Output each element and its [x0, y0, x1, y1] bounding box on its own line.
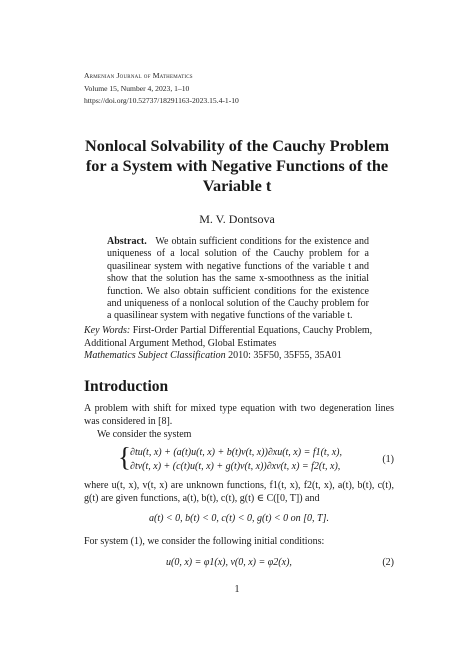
abstract-text: We obtain sufficient conditions for the existence and uniqueness of a local solution of the Cauchy problem for a quasilinear system with negative functions of the variable t and show that the solution has the same x-smoothness as the initial function. We also obtain sufficient conditions for the existence and uniqueness of a nonlocal solution of the Cauchy problem for a quasilinear system with negative functions of the variable t. [107, 236, 369, 322]
system-line-1: ∂tu(t, x) + (a(t)u(t, x) + b(t)v(t, x))∂xu(t, x) = f1(t, x), [130, 447, 342, 458]
abstract [107, 236, 369, 323]
paper-title [60, 136, 414, 196]
equation-number-2: (2) [382, 557, 394, 568]
volume-info: Volume 15, Number 4, 2023, 1–10 [84, 84, 190, 93]
keywords-text: First-Order Partial Differential Equations, Cauchy Problem, Additional Argument Method, Global Estimates [84, 325, 373, 349]
page-number: 1 [234, 584, 240, 595]
equation-2 [84, 557, 394, 571]
initial-conditions: u(0, x) = φ1(x), v(0, x) = φ2(x), [166, 557, 292, 568]
journal-name: Armenian Journal of Mathematics [84, 71, 193, 80]
author-name: M. V. Dontsova [199, 212, 275, 226]
doi-link[interactable]: https://doi.org/10.52737/18291163-2023.15.4-1-10 [84, 96, 239, 105]
sign-condition: a(t) < 0, b(t) < 0, c(t) < 0, g(t) < 0 on [0, T]. [148, 513, 330, 524]
intro-paragraph-2: We consider the system [97, 429, 192, 440]
intro-paragraph-4: For system (1), we consider the following initial conditions: [84, 536, 325, 547]
intro-paragraph-3: where u(t, x), v(t, x) are unknown functions, f1(t, x), f2(t, x), a(t), b(t), c(t), g(t) are given functions, a(t), b(t), c(t), g(t) ∈ C([0, T]) and [84, 480, 394, 504]
title-line-3: Variable t [202, 176, 272, 195]
equation-system-1 [84, 442, 394, 477]
intro-paragraph-1: A problem with shift for mixed type equation with two degeneration lines was considered in [8]. [84, 403, 394, 427]
left-brace: { [118, 442, 131, 472]
keywords-block [84, 325, 394, 363]
title-line-1: Nonlocal Solvability of the Cauchy Problem [84, 136, 390, 155]
system-line-2: ∂tv(t, x) + (c(t)u(t, x) + g(t)v(t, x))∂xv(t, x) = f2(t, x), [130, 461, 341, 472]
title-line-2: for a System with Negative Functions of the [85, 156, 389, 175]
equation-number-1: (1) [382, 454, 394, 465]
abstract-label: Abstract. [107, 236, 147, 247]
msc-text: 2010: 35F50, 35F55, 35A01 [228, 350, 342, 362]
section-heading: Introduction [84, 378, 169, 395]
keywords-label: Key Words: [84, 325, 131, 336]
msc-label: Mathematics Subject Classification [84, 350, 226, 362]
